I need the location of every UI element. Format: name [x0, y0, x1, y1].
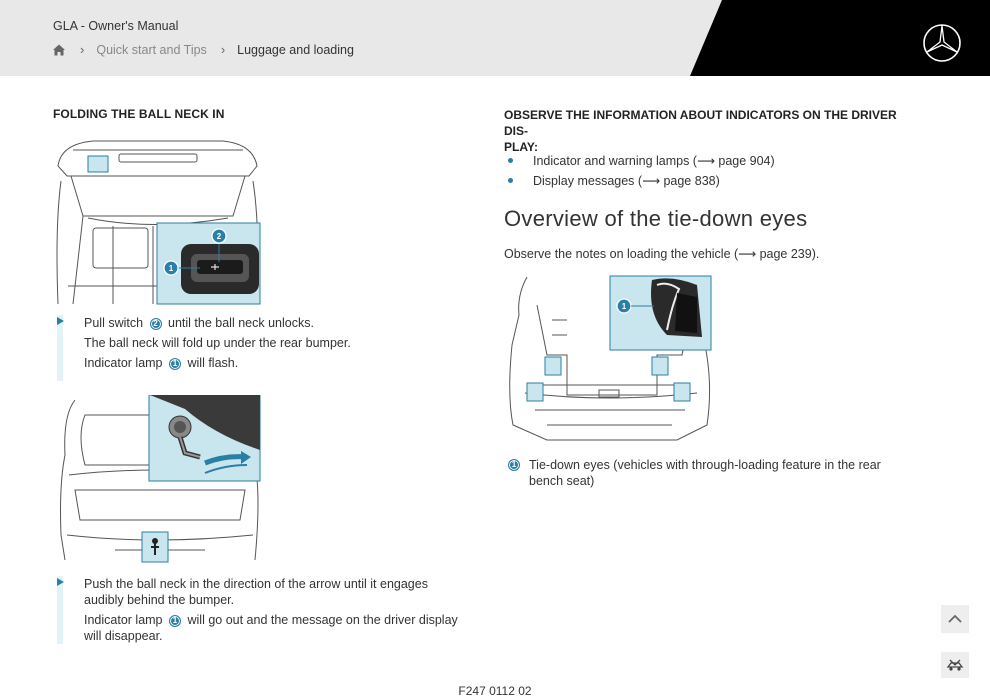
mercedes-star-logo[interactable] — [922, 23, 962, 63]
figure-tailgate-switch — [53, 136, 263, 306]
step-1-line-1: Pull switch 2 until the ball neck unlocks. — [84, 316, 314, 330]
heading-line-1: OBSERVE THE INFORMATION ABOUT INDICATORS ON THE DRIVER DIS- — [504, 108, 897, 138]
list-item — [508, 150, 775, 170]
section-title-tie-down: Overview of the tie-down eyes — [504, 206, 808, 231]
callout-2-label: 2 — [216, 232, 222, 241]
badge-1: 1 — [169, 615, 181, 627]
indicator-bullet-list — [508, 150, 775, 190]
legend-text: Tie-down eyes (vehicles with through-loading feature in the rear bench seat) — [529, 458, 881, 488]
car-lift-button[interactable] — [941, 652, 969, 678]
step-2-line-1: Push the ball neck in the direction of the arrow until it engages audibly behind the bumper. — [84, 577, 428, 607]
legend-badge-1: 1 — [508, 459, 520, 471]
badge-1: 1 — [169, 358, 181, 370]
breadcrumb-item-quick-start[interactable]: Quick start and Tips — [96, 42, 207, 57]
step-1-line-2: The ball neck will fold up under the rear bumper. — [84, 336, 351, 350]
instruction-step-2 — [57, 576, 467, 648]
car-lift-icon — [946, 658, 964, 672]
step-highlight-bar — [57, 576, 63, 644]
scroll-top-button[interactable] — [941, 605, 969, 633]
home-icon[interactable] — [52, 43, 66, 57]
chevron-right-icon: › — [80, 42, 85, 57]
step-2-line-2: Indicator lamp 1 will go out and the message on the driver display will disappear. — [84, 613, 458, 643]
link-display-messages[interactable]: Display messages (⟶ page 838) — [533, 173, 720, 188]
heading-line-2: PLAY: — [504, 140, 539, 154]
observe-notes-link[interactable]: Observe the notes on loading the vehicle (⟶ page 239). — [504, 247, 820, 261]
bullet-icon — [508, 178, 513, 183]
link-indicator-lamps[interactable]: Indicator and warning lamps (⟶ page 904) — [533, 153, 775, 168]
figure-legend — [505, 457, 915, 489]
figure-code: F247 0112 02 — [458, 684, 532, 698]
step-arrow-icon — [57, 578, 64, 586]
figure-ball-neck — [55, 395, 265, 565]
figure-tie-down-eyes — [507, 275, 713, 445]
callout-1-label: 1 — [621, 302, 627, 311]
chevron-up-icon — [947, 614, 963, 624]
badge-2: 2 — [150, 318, 162, 330]
breadcrumb — [52, 42, 354, 57]
chevron-right-icon: › — [220, 42, 226, 57]
section-heading-folding: FOLDING THE BALL NECK IN — [53, 107, 225, 121]
list-item — [508, 170, 775, 190]
instruction-step-1 — [57, 315, 457, 375]
step-arrow-icon — [57, 317, 64, 325]
step-1-line-3: Indicator lamp 1 will flash. — [84, 356, 239, 370]
bullet-icon — [508, 158, 513, 163]
section-heading-indicators — [504, 107, 924, 155]
breadcrumb-item-luggage: Luggage and loading — [237, 42, 354, 57]
callout-1-label: 1 — [168, 264, 174, 273]
manual-title: GLA - Owner's Manual — [53, 19, 179, 33]
